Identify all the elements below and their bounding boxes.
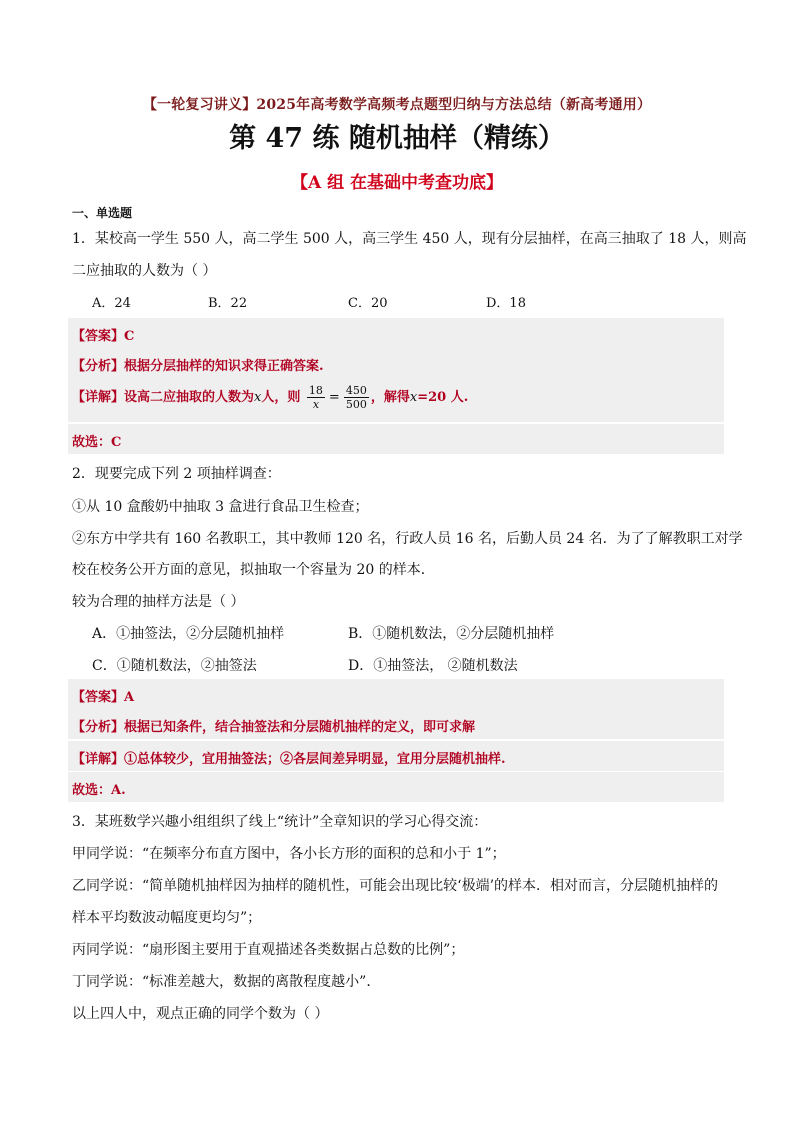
detail-text-mid: 人，则: [261, 390, 301, 405]
q1-option-c: C．20: [348, 296, 388, 311]
q1-analysis: [72, 355, 324, 374]
detail-tag: 【详解】: [72, 752, 125, 767]
detail-var: x: [254, 390, 262, 405]
q2-stem: 2．现要完成下列 2 项抽样调查：: [72, 466, 281, 482]
analysis-text: 根据已知条件，结合抽签法和分层随机抽样的定义，即可求解: [124, 720, 476, 735]
analysis-tag: 【分析】: [72, 359, 125, 374]
answer-tag: 【答案】: [72, 690, 125, 705]
q3-statement-d: 丁同学说：“标准差越大，数据的离散程度越小”．: [72, 974, 381, 990]
detail-text: ①总体较少，宜用抽签法；②各层间差异明显，宜用分层随机抽样.: [124, 752, 506, 767]
q2-option-a: A．①抽签法，②分层随机抽样: [92, 626, 285, 642]
page-title: 第 47 练 随机抽样（精练）: [229, 123, 565, 154]
fraction-18-over-x: [307, 384, 325, 411]
detail-result-var: x: [409, 390, 418, 405]
detail-result: =20 人.: [417, 390, 469, 405]
answer-tag: 【答案】: [72, 329, 125, 344]
group-title: 【A 组 在基础中考查功底】: [290, 173, 504, 193]
detail-text: 设高二应抽取的人数为: [124, 390, 255, 405]
q2-answer: [72, 686, 134, 705]
q3-stem: 3．某班数学兴趣小组组织了线上“统计”全章知识的学习心得交流：: [72, 814, 488, 830]
q1-answer: [72, 325, 134, 344]
detail-tag: 【详解】: [72, 390, 125, 405]
equals-sign: =: [328, 390, 340, 405]
q1-choice-band: [68, 424, 724, 454]
q2-question: 较为合理的抽样方法是（ ）: [72, 594, 245, 610]
q2-option-c: C．①随机数法，②抽签法: [92, 658, 257, 674]
q2-detail: [72, 748, 506, 767]
q1-option-d: D．18: [486, 296, 526, 311]
q1-stem-line2: 二应抽取的人数为（ ）: [72, 263, 217, 279]
fraction-numerator: 450: [345, 384, 367, 397]
fraction-450-over-500: [344, 384, 369, 411]
q1-stem-line1: 1．某校高一学生 550 人，高二学生 500 人，高三学生 450 人，现有分层抽样，在高三抽取了 18 人，则高: [72, 231, 747, 247]
q3-question: 以上四人中，观点正确的同学个数为（ ）: [72, 1006, 329, 1022]
q2-choice-band: [68, 772, 724, 802]
section-heading: 一、单选题: [72, 206, 133, 220]
analysis-tag: 【分析】: [72, 720, 125, 735]
q2-item1: ①从 10 盒酸奶中抽取 3 盒进行食品卫生检查；: [72, 499, 369, 515]
detail-text-post: ，解得: [370, 390, 410, 405]
analysis-text: 根据分层抽样的知识求得正确答案.: [124, 359, 324, 374]
q2-item2-line1: ②东方中学共有 160 名教职工，其中教师 120 名，行政人员 16 名，后勤人员 24 名．为了了解教职工对学: [72, 531, 743, 547]
answer-value: C: [124, 329, 135, 344]
q3-statement-c: 丙同学说：“扇形图主要用于直观描述各类数据占总数的比例”；: [72, 942, 465, 958]
q3-statement-a: 甲同学说：“在频率分布直方图中，各小长方形的面积的总和小于 1”；: [72, 846, 506, 862]
q1-answer-band: [68, 318, 724, 348]
q2-option-d: D．①抽签法， ②随机数法: [348, 658, 518, 674]
q2-item2-line2: 校在校务公开方面的意见，拟抽取一个容量为 20 的样本．: [72, 562, 435, 578]
fraction-numerator: 18: [308, 384, 323, 397]
q3-statement-b-line1: 乙同学说：“简单随机抽样因为抽样的随机性，可能会出现比较‘极端’的样本．相对而言，分层随机抽样的: [72, 878, 719, 894]
q2-answer-band: [68, 679, 724, 709]
q1-option-b: B．22: [208, 296, 248, 311]
q1-option-a: A．24: [92, 296, 131, 311]
fraction-denominator: x: [312, 398, 320, 411]
q2-choice: 故选：A.: [72, 783, 126, 798]
q1-detail: [72, 384, 468, 411]
answer-value: A: [124, 690, 135, 705]
q2-option-b: B．①随机数法，②分层随机抽样: [348, 626, 555, 642]
q3-statement-b-line2: 样本平均数波动幅度更均匀”；: [72, 910, 262, 926]
series-header: 【一轮复习讲义】2025年高考数学高频考点题型归纳与方法总结（新高考通用）: [142, 97, 652, 113]
q1-choice: 故选：C: [72, 435, 122, 450]
fraction-denominator: 500: [345, 398, 367, 411]
q2-analysis: [72, 716, 475, 735]
